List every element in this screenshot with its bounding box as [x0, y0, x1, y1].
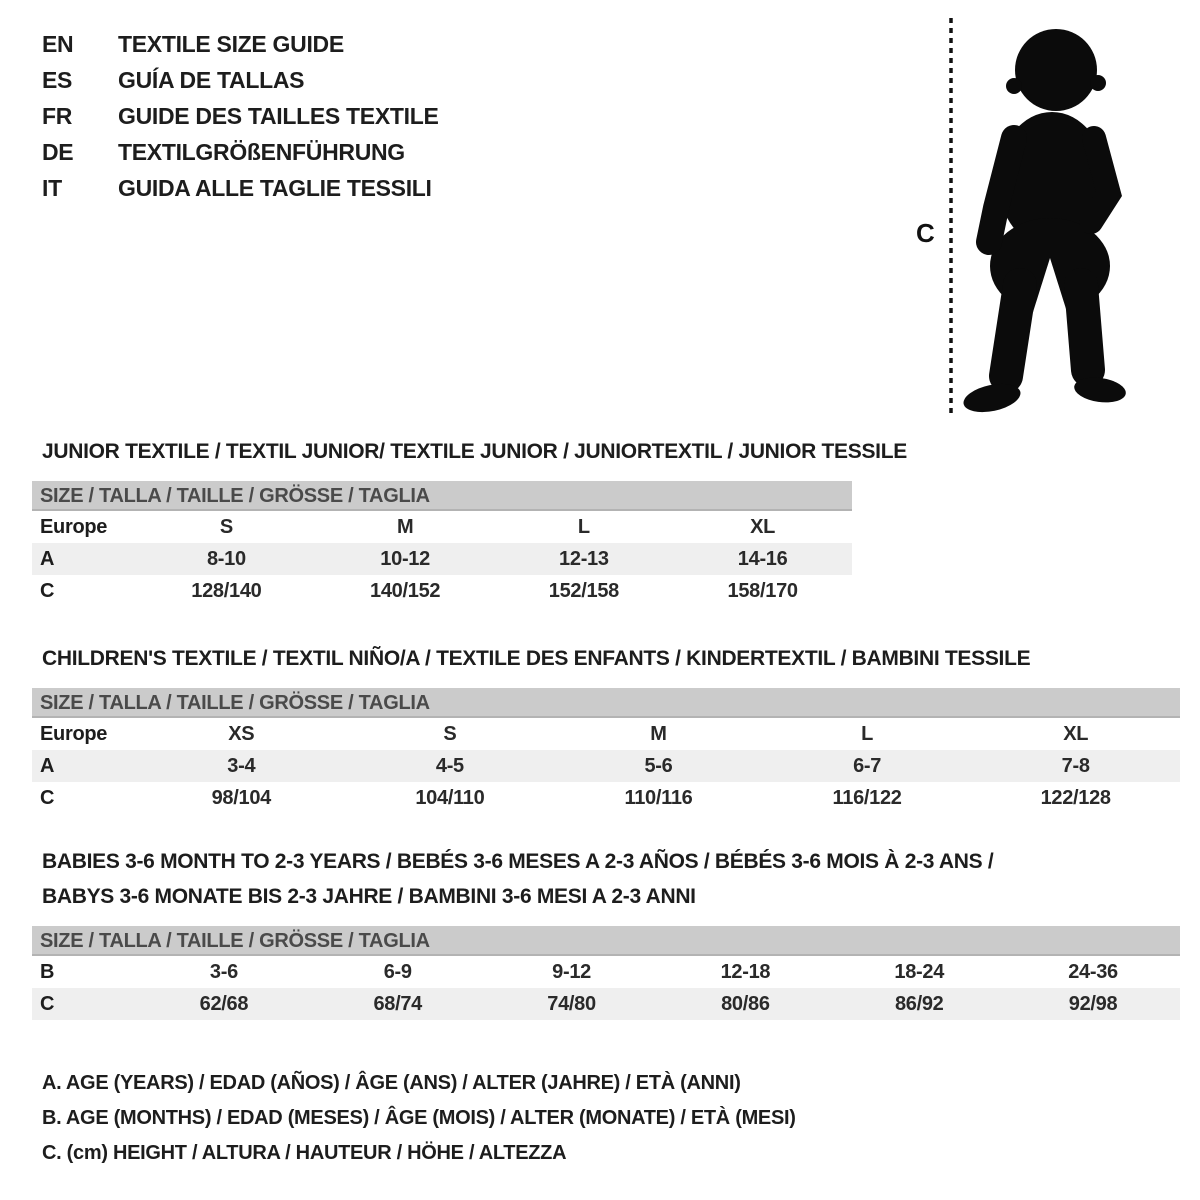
table-cell: L — [577, 515, 590, 538]
legend-line: B. AGE (MONTHS) / EDAD (MESES) / ÂGE (MOIS) / ALTER (MONATE) / ETÀ (MESI) — [42, 1107, 796, 1129]
table-cell: 5-6 — [644, 754, 673, 777]
row-label: C — [40, 579, 55, 602]
table-row — [32, 956, 1180, 988]
table-cell: 6-7 — [853, 754, 882, 777]
table-cell: 92/98 — [1068, 992, 1118, 1015]
section-title-line: JUNIOR TEXTILE / TEXTIL JUNIOR/ TEXTILE JUNIOR / JUNIORTEXTIL / JUNIOR TESSILE — [42, 440, 907, 463]
section-childrens-textile — [32, 641, 1180, 814]
table-cell: 14-16 — [737, 547, 788, 570]
table-cell: 128/140 — [191, 579, 262, 602]
section-title — [32, 434, 907, 469]
table-cell: 104/110 — [415, 786, 485, 809]
height-figure — [900, 8, 1162, 432]
table-cell: XL — [1063, 722, 1089, 745]
table-cell: S — [219, 515, 233, 538]
language-code: EN — [42, 30, 74, 57]
table-cell: 6-9 — [383, 960, 412, 983]
table-cell: 152/158 — [548, 579, 619, 602]
language-code: ES — [42, 66, 73, 93]
table-cell: 12-18 — [720, 960, 771, 983]
table-cell: 68/74 — [373, 992, 423, 1015]
language-label: TEXTILE SIZE GUIDE — [118, 30, 344, 57]
row-label: Europe — [40, 515, 108, 538]
table-cell: M — [650, 722, 667, 745]
table-cell: 158/170 — [727, 579, 798, 602]
toddler-figure-svg — [900, 8, 1162, 432]
language-code: DE — [42, 138, 74, 165]
language-label: GUÍA DE TALLAS — [118, 66, 305, 93]
row-label: Europe — [40, 722, 108, 745]
table-cell: 18-24 — [894, 960, 945, 983]
language-code: IT — [42, 174, 62, 201]
table-row — [32, 511, 852, 543]
table-row — [32, 750, 1180, 782]
table-cell: 80/86 — [721, 992, 770, 1015]
legend-line: A. AGE (YEARS) / EDAD (AÑOS) / ÂGE (ANS) / ALTER (JAHRE) / ETÀ (ANNI) — [42, 1072, 741, 1094]
row-label: A — [40, 754, 55, 777]
table-cell: XS — [228, 722, 255, 745]
table-cell: 9-12 — [552, 960, 591, 983]
table-cell: 116/122 — [832, 786, 902, 809]
size-table — [32, 956, 1180, 1020]
size-header-bar: SIZE / TALLA / TAILLE / GRÖSSE / TAGLIA — [32, 926, 1180, 956]
table-row — [32, 988, 1180, 1020]
size-table — [32, 718, 1180, 814]
size-table — [32, 511, 852, 607]
language-row — [42, 170, 439, 206]
row-label: B — [40, 960, 55, 983]
table-cell: XL — [750, 515, 776, 538]
legend — [42, 1066, 796, 1171]
language-label: GUIDA ALLE TAGLIE TESSILI — [118, 174, 432, 201]
language-label: GUIDE DES TAILLES TEXTILE — [118, 102, 439, 129]
legend-line: C. (cm) HEIGHT / ALTURA / HAUTEUR / HÖHE / ALTEZZA — [42, 1142, 567, 1164]
language-label: TEXTILGRÖßENFÜHRUNG — [118, 138, 405, 165]
language-code: FR — [42, 102, 73, 129]
table-cell: 8-10 — [206, 547, 246, 570]
table-cell: 7-8 — [1061, 754, 1090, 777]
table-cell: 3-6 — [209, 960, 238, 983]
section-title-line: BABYS 3-6 MONATE BIS 2-3 JAHRE / BAMBINI 3-6 MESI A 2-3 ANNI — [42, 885, 696, 908]
language-row — [42, 26, 439, 62]
section-title — [32, 844, 1180, 914]
toddler-silhouette-icon — [961, 29, 1127, 417]
table-cell: 74/80 — [547, 992, 596, 1015]
table-row — [32, 543, 852, 575]
row-label: C — [40, 992, 55, 1015]
language-row — [42, 134, 439, 170]
table-cell: S — [443, 722, 457, 745]
size-header-bar: SIZE / TALLA / TAILLE / GRÖSSE / TAGLIA — [32, 481, 852, 511]
table-cell: 62/68 — [199, 992, 249, 1015]
table-cell: 122/128 — [1040, 786, 1111, 809]
size-header-bar: SIZE / TALLA / TAILLE / GRÖSSE / TAGLIA — [32, 688, 1180, 718]
row-label: C — [40, 786, 55, 809]
language-row — [42, 62, 439, 98]
section-title-line: CHILDREN'S TEXTILE / TEXTIL NIÑO/A / TEXTILE DES ENFANTS / KINDERTEXTIL / BAMBINI TESSILE — [42, 647, 1031, 670]
height-label: C — [916, 218, 935, 248]
table-cell: 98/104 — [211, 786, 271, 809]
section-babies-textile — [32, 844, 1180, 1020]
table-cell: 12-13 — [559, 547, 609, 570]
table-cell: 86/92 — [894, 992, 944, 1015]
table-cell: 10-12 — [380, 547, 430, 570]
language-list — [42, 26, 439, 206]
table-cell: 3-4 — [227, 754, 256, 777]
table-cell: 110/116 — [624, 786, 693, 809]
table-cell: 24-36 — [1068, 960, 1118, 983]
table-cell: 140/152 — [370, 579, 441, 602]
language-row — [42, 98, 439, 134]
table-row — [32, 782, 1180, 814]
table-cell: M — [396, 515, 414, 538]
table-cell: L — [861, 722, 874, 745]
table-row — [32, 718, 1180, 750]
section-title-line: BABIES 3-6 MONTH TO 2-3 YEARS / BEBÉS 3-6 MESES A 2-3 AÑOS / BÉBÉS 3-6 MOIS À 2-3 ANS / — [42, 850, 994, 873]
table-cell: 4-5 — [435, 754, 464, 777]
row-label: A — [40, 547, 55, 570]
section-junior-textile — [32, 434, 907, 607]
section-title — [32, 641, 1180, 676]
table-row — [32, 575, 852, 607]
